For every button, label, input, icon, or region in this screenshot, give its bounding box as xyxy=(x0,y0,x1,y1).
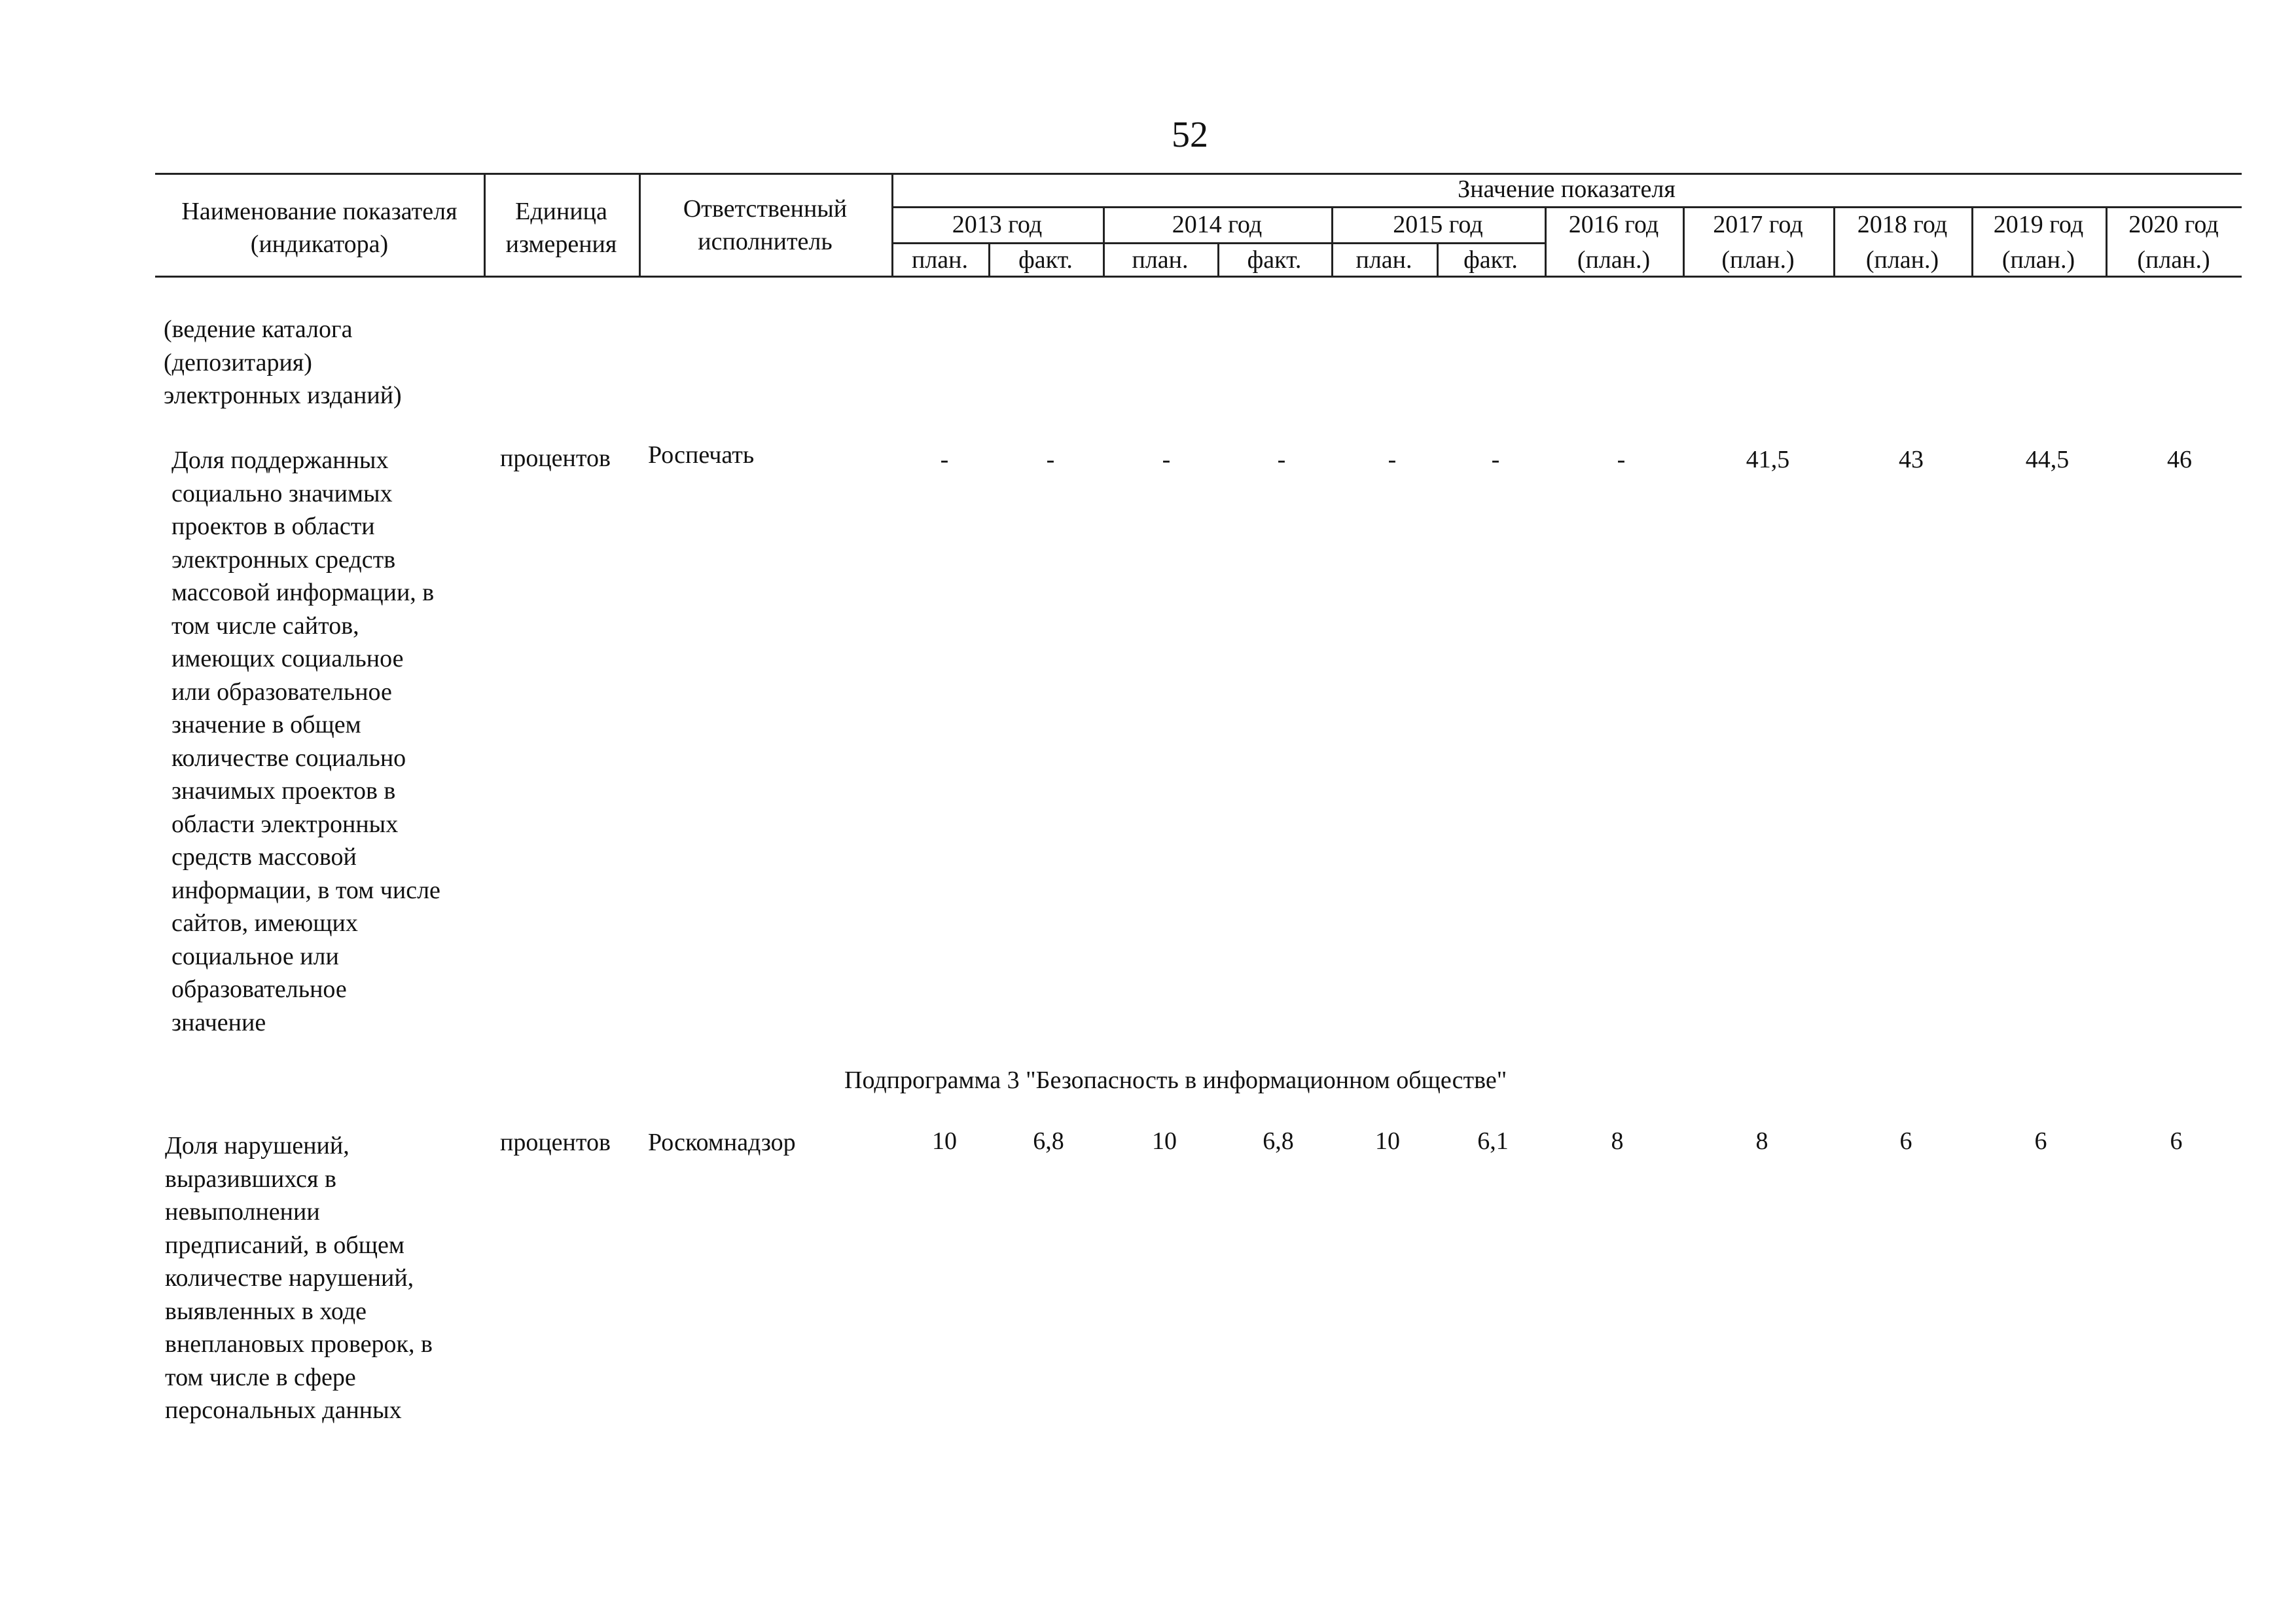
indicator-name: Доля нарушений, выразившихся в невыполнении предписаний, в общем количестве нарушений, выявленных в ходе внеплановых проверок, в том числе в сфере персональных данных xyxy=(165,1132,433,1424)
value-2015-plan: 10 xyxy=(1375,1127,1400,1155)
header-year-2019: 2019 год xyxy=(1993,211,2084,238)
header-unit: Единица измерения xyxy=(505,198,617,258)
value-2019-plan: 44,5 xyxy=(2025,446,2070,473)
unit-cell: процентов xyxy=(500,445,611,472)
header-plan-2017: (план.) xyxy=(1721,246,1795,274)
header-plan-2015: план. xyxy=(1355,246,1412,274)
header-year-2013: 2013 год xyxy=(952,211,1043,238)
value-2013-plan: - xyxy=(940,446,949,473)
value-2016-plan: 8 xyxy=(1611,1127,1624,1155)
value-2020-plan: 6 xyxy=(2170,1127,2183,1155)
value-2017-plan: 41,5 xyxy=(1746,446,1790,473)
unit-cell: процентов xyxy=(500,1129,611,1156)
header-plan-2020: (план.) xyxy=(2137,246,2210,274)
subprogram-title: Подпрограмма 3 "Безопасность в информационном обществе" xyxy=(844,1067,1507,1094)
executor-cell: Роскомнадзор xyxy=(648,1129,796,1156)
value-2015-fact: 6,1 xyxy=(1477,1127,1509,1155)
indicator-name: Доля поддержанных социально значимых проектов в области электронных средств массовой информации, в том числе сайтов, имеющих социальное или образовательное значение в общем количестве социально значимых проектов в области электронных средств массовой информации, в том числе сайтов, имеющих социальное или образовательное значение xyxy=(171,447,440,1036)
value-2013-fact: 6,8 xyxy=(1033,1127,1064,1155)
value-2015-plan: - xyxy=(1388,446,1397,473)
header-year-2020: 2020 год xyxy=(2128,211,2219,238)
value-2018-plan: 43 xyxy=(1899,446,1924,473)
value-2018-plan: 6 xyxy=(1899,1127,1912,1155)
header-year-2015: 2015 год xyxy=(1393,211,1483,238)
header-value-group: Значение показателя xyxy=(1458,175,1676,203)
value-2014-plan: 10 xyxy=(1152,1127,1177,1155)
page-number: 52 xyxy=(1172,115,1208,155)
header-plan-2016: (план.) xyxy=(1577,246,1651,274)
header-year-2014: 2014 год xyxy=(1172,211,1263,238)
header-executor: Ответственный исполнитель xyxy=(683,195,848,255)
header-year-2018: 2018 год xyxy=(1857,211,1948,238)
header-plan-2019: (план.) xyxy=(2001,246,2075,274)
header-plan-2014: план. xyxy=(1132,246,1189,274)
value-2014-plan: - xyxy=(1162,446,1171,473)
value-2013-fact: - xyxy=(1046,446,1055,473)
value-2014-fact: - xyxy=(1277,446,1286,473)
header-plan-2013: план. xyxy=(911,246,968,274)
value-2019-plan: 6 xyxy=(2034,1127,2047,1155)
header-plan-2018: (план.) xyxy=(1865,246,1939,274)
value-2020-plan: 46 xyxy=(2167,446,2192,473)
value-2014-fact: 6,8 xyxy=(1263,1127,1294,1155)
value-2013-plan: 10 xyxy=(932,1127,957,1155)
header-year-2017: 2017 год xyxy=(1713,211,1803,238)
indicator-name: (ведение каталога (депозитария) электронных изданий) xyxy=(164,316,402,409)
value-2016-plan: - xyxy=(1617,446,1626,473)
header-year-2016: 2016 год xyxy=(1568,211,1659,238)
value-2017-plan: 8 xyxy=(1755,1127,1768,1155)
header-fact-2013: факт. xyxy=(1018,246,1073,274)
header-indicator-name: Наименование показателя (индикатора) xyxy=(181,198,457,258)
executor-cell: Роспечать xyxy=(648,441,755,469)
header-fact-2015: факт. xyxy=(1463,246,1518,274)
value-2015-fact: - xyxy=(1491,446,1500,473)
header-fact-2014: факт. xyxy=(1247,246,1302,274)
